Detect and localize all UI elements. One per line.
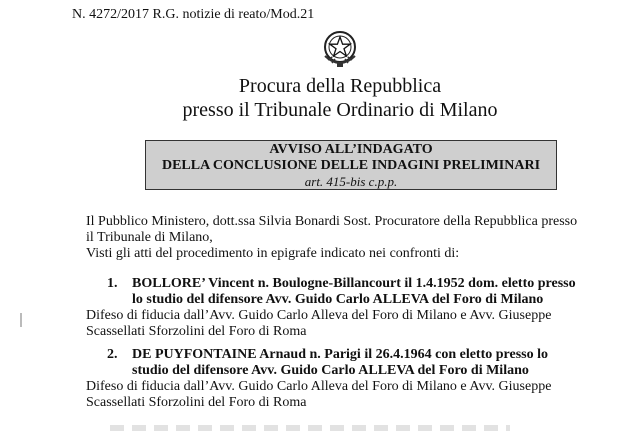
suspect-number: 1. bbox=[107, 276, 118, 291]
scan-margin-mark bbox=[20, 313, 22, 327]
defense-text-cont: Scassellati Sforzolini del Foro di Roma bbox=[86, 324, 307, 339]
suspect-details: BOLLORE’ Vincent n. Boulogne-Billancourt il 1.4.1952 dom. eletto presso bbox=[132, 276, 576, 291]
defense-text: Difeso di fiducia dall’Avv. Guido Carlo Alleva del Foro di Milano e Avv. Giuseppe bbox=[86, 308, 552, 323]
suspect-entry bbox=[86, 347, 626, 411]
notice-box bbox=[145, 140, 557, 190]
defense-text: Difeso di fiducia dall’Avv. Guido Carlo Alleva del Foro di Milano e Avv. Giuseppe bbox=[86, 379, 552, 394]
suspect-number: 2. bbox=[107, 347, 118, 362]
intro-line-1: Il Pubblico Ministero, dott.ssa Silvia Bonardi Sost. Procuratore della Repubblica presso bbox=[86, 214, 578, 229]
office-title: Procura della Repubblica bbox=[238, 75, 442, 97]
intro-paragraph bbox=[86, 214, 626, 262]
suspect-details: DE PUYFONTAINE Arnaud n. Parigi il 26.4.1964 con eletto presso lo bbox=[132, 347, 548, 362]
notice-title-line2: DELLA CONCLUSIONE DELLE INDAGINI PRELIMINARI bbox=[161, 158, 541, 173]
suspect-domicile: lo studio del difensore Avv. Guido Carlo ALLEVA del Foro di Milano bbox=[132, 292, 544, 307]
cut-off-text-line bbox=[110, 425, 510, 431]
notice-title-line1: AVVISO ALL’INDAGATO bbox=[269, 142, 433, 157]
notice-article: art. 415-bis c.p.p. bbox=[304, 174, 398, 189]
intro-line-3: Visti gli atti del procedimento in epigrafe indicato nei confronti di: bbox=[86, 246, 460, 261]
italian-republic-emblem-icon bbox=[318, 26, 362, 70]
office-subtitle: presso il Tribunale Ordinario di Milano bbox=[182, 99, 498, 121]
case-reference: N. 4272/2017 R.G. notizie di reato/Mod.21 bbox=[72, 7, 315, 22]
suspect-entry bbox=[86, 276, 626, 340]
defense-text-cont: Scassellati Sforzolini del Foro di Roma bbox=[86, 395, 307, 410]
intro-line-2: il Tribunale di Milano, bbox=[86, 230, 213, 245]
suspect-domicile: studio del difensore Avv. Guido Carlo ALLEVA del Foro di Milano bbox=[132, 363, 529, 378]
